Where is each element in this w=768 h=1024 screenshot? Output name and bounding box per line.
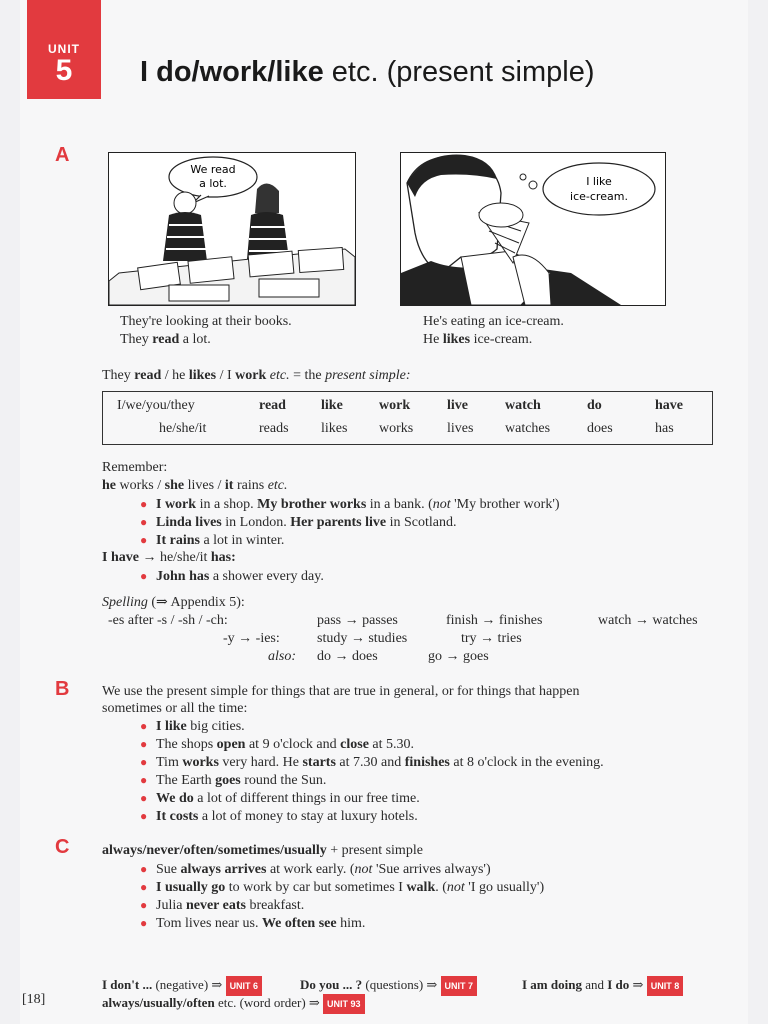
table-cell: do <box>587 398 602 413</box>
section-c-item: ● I usually go to work by car but sometimes I walk. (not 'I go usually') <box>140 880 545 895</box>
bullet-icon: ● <box>140 862 148 876</box>
unit-6-link[interactable]: UNIT 6 <box>226 976 263 996</box>
section-c-item: ● Sue always arrives at work early. (not 'Sue arrives always') <box>140 862 491 877</box>
table-cell: work <box>379 398 411 413</box>
footer-ref-word-order: always/usually/often etc. (word order) ⇒ UNIT 93 <box>102 994 365 1014</box>
illustration-reading <box>108 152 356 306</box>
spelling-example: study → studies <box>317 631 408 646</box>
left-bubble-line-2: a lot. <box>199 177 227 190</box>
section-b-item: ● It costs a lot of money to stay at luxury hotels. <box>140 809 418 824</box>
footer-ref-questions: Do you ... ? (questions) ⇒ UNIT 7 <box>300 976 477 996</box>
illustration-ice-cream <box>400 152 666 306</box>
reading-people-image <box>109 153 355 305</box>
table-cell: read <box>259 398 286 413</box>
spelling-example: go → goes <box>428 649 489 664</box>
page-number: [18] <box>22 992 46 1007</box>
table-subject-2: he/she/it <box>159 421 207 436</box>
bullet-icon: ● <box>140 515 148 529</box>
remember-example-2: ● Linda lives in London. Her parents live in Scotland. <box>140 515 457 530</box>
bullet-icon: ● <box>140 755 148 769</box>
table-cell: likes <box>321 421 348 436</box>
section-b-item: ● The shops open at 9 o'clock and close at 5.30. <box>140 737 415 752</box>
spelling-rule-3: also: <box>268 649 296 664</box>
unit-number: 5 <box>55 54 73 87</box>
spelling-example: watch → watches <box>598 613 698 628</box>
remember-have: I have → he/she/it has: <box>102 550 236 565</box>
table-cell: lives <box>447 421 474 436</box>
section-b-item: ● Tim works very hard. He starts at 7.30 and finishes at 8 o'clock in the evening. <box>140 755 604 770</box>
bullet-icon: ● <box>140 809 148 823</box>
remember-example-3: ● It rains a lot in winter. <box>140 533 285 548</box>
spelling-rule-1: -es after -s / -sh / -ch: <box>108 613 228 628</box>
bullet-icon: ● <box>140 773 148 787</box>
section-b-label: B <box>55 678 70 700</box>
title-bold: I do/work/like <box>140 56 324 88</box>
ice-cream-man-image <box>401 153 665 305</box>
conjugation-table <box>102 391 713 445</box>
spelling-example: pass → passes <box>317 613 398 628</box>
unit-label: UNIT <box>48 42 80 56</box>
table-cell: has <box>655 421 674 436</box>
table-cell: does <box>587 421 613 436</box>
table-subject-1: I/we/you/they <box>117 398 195 413</box>
unit-93-link[interactable]: UNIT 93 <box>323 994 365 1014</box>
spelling-example: do → does <box>317 649 378 664</box>
bullet-icon: ● <box>140 791 148 805</box>
title-rest: etc. (present simple) <box>323 56 595 88</box>
remember-label: Remember: <box>102 460 168 475</box>
table-cell: watches <box>505 421 551 436</box>
caption-right-1: He's eating an ice-cream. <box>423 314 564 329</box>
spelling-example: try → tries <box>461 631 522 646</box>
present-simple-intro: They read / he likes / I work etc. = the present simple: <box>102 368 411 383</box>
bullet-icon: ● <box>140 497 148 511</box>
section-c-item: ● Julia never eats breakfast. <box>140 898 305 913</box>
section-c-label: C <box>55 836 70 858</box>
section-b-intro-2: sometimes or all the time: <box>102 701 248 716</box>
table-cell: like <box>321 398 343 413</box>
section-b-item: ● We do a lot of different things in our free time. <box>140 791 420 806</box>
spelling-rule-2: -y → -ies: <box>223 631 280 646</box>
section-c-item: ● Tom lives near us. We often see him. <box>140 916 366 931</box>
section-b-intro-1: We use the present simple for things that are true in general, or for things that happen <box>102 684 580 699</box>
table-cell: works <box>379 421 414 436</box>
bullet-icon: ● <box>140 719 148 733</box>
caption-left-2: They read a lot. <box>120 332 211 347</box>
caption-left-1: They're looking at their books. <box>120 314 292 329</box>
section-a-label: A <box>55 144 70 166</box>
spelling-example: finish → finishes <box>446 613 543 628</box>
bullet-icon: ● <box>140 898 148 912</box>
bullet-icon: ● <box>140 880 148 894</box>
unit-8-link[interactable]: UNIT 8 <box>647 976 684 996</box>
section-c-heading: always/never/often/sometimes/usually + present simple <box>102 843 423 858</box>
remember-example-1: ● I work in a shop. My brother works in a bank. (not 'My brother work') <box>140 497 560 512</box>
page-title <box>140 56 594 89</box>
caption-right-2: He likes ice-cream. <box>423 332 533 347</box>
table-cell: reads <box>259 421 289 436</box>
section-b-item: ● I like big cities. <box>140 719 245 734</box>
footer-ref-continuous: I am doing and I do ⇒ UNIT 8 <box>522 976 683 996</box>
table-cell: live <box>447 398 468 413</box>
table-cell: have <box>655 398 683 413</box>
unit-badge <box>27 0 101 99</box>
footer-ref-negative: I don't ... (negative) ⇒ UNIT 6 <box>102 976 262 996</box>
table-cell: watch <box>505 398 541 413</box>
remember-example-4: ● John has a shower every day. <box>140 569 324 584</box>
bullet-icon: ● <box>140 569 148 583</box>
remember-heading: he works / she lives / it rains etc. <box>102 478 288 493</box>
left-bubble-line-1: We read <box>190 163 236 176</box>
bullet-icon: ● <box>140 533 148 547</box>
bullet-icon: ● <box>140 916 148 930</box>
right-bubble-line-2: ice-cream. <box>570 190 628 203</box>
right-bubble-line-1: I like <box>586 175 612 188</box>
spelling-heading: Spelling (⇒ Appendix 5): <box>102 595 245 610</box>
unit-7-link[interactable]: UNIT 7 <box>441 976 478 996</box>
bullet-icon: ● <box>140 737 148 751</box>
section-b-item: ● The Earth goes round the Sun. <box>140 773 327 788</box>
